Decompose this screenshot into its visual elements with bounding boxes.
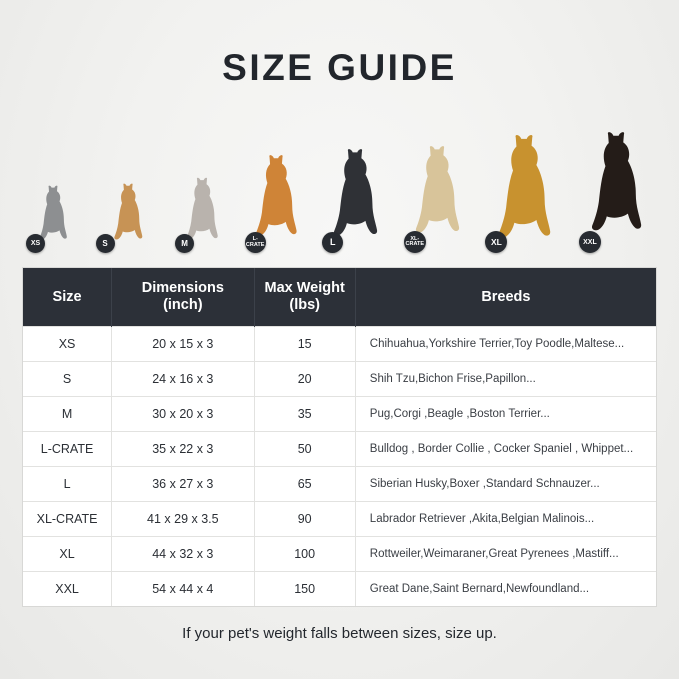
cell-size: L-CRATE [23, 432, 112, 467]
cell-max-weight: 90 [254, 502, 355, 537]
footnote-text: If your pet's weight falls between sizes, size up. [182, 625, 497, 643]
cell-size: L [23, 467, 112, 502]
cell-max-weight: 50 [254, 432, 355, 467]
animal-l [326, 144, 384, 247]
cell-breeds: Shih Tzu,Bichon Frise,Papillon... [355, 362, 656, 397]
table-body [23, 327, 656, 607]
header-dimensions-line1: Dimensions [141, 280, 224, 296]
table-row [23, 467, 656, 502]
cell-dimensions: 24 x 16 x 3 [112, 362, 254, 397]
cell-size: M [23, 397, 112, 432]
shiba-inu-silhouette [245, 150, 303, 248]
cell-dimensions: 35 x 22 x 3 [112, 432, 254, 467]
golden-retriever-silhouette [489, 132, 559, 247]
size-badge: L-CRATE [245, 232, 266, 253]
header-size-line1: Size [52, 288, 82, 305]
table-header-row [23, 268, 656, 327]
table-row [23, 432, 656, 467]
cell-breeds: Bulldog , Border Collie , Cocker Spaniel , Whippet... [355, 432, 656, 467]
size-badge: XL-CRATE [404, 231, 426, 253]
cell-dimensions: 30 x 20 x 3 [112, 397, 254, 432]
doberman-silhouette [583, 122, 649, 247]
cell-breeds: Siberian Husky,Boxer ,Standard Schnauzer... [355, 467, 656, 502]
cell-breeds: Labrador Retriever ,Akita,Belgian Malinois... [355, 502, 656, 537]
cell-dimensions: 44 x 32 x 3 [112, 537, 254, 572]
silhouette-shape [408, 138, 466, 242]
silhouette-shape [583, 122, 649, 242]
cell-breeds: Pug,Corgi ,Beagle ,Boston Terrier... [355, 397, 656, 432]
cell-dimensions: 20 x 15 x 3 [112, 327, 254, 362]
labrador-silhouette [405, 138, 466, 247]
cell-breeds: Chihuahua,Yorkshire Terrier,Toy Poodle,Maltese... [355, 327, 656, 362]
cell-size: XS [23, 327, 112, 362]
header-breeds-line1: Breeds [481, 288, 531, 305]
size-badge: S [96, 234, 115, 253]
cell-breeds: Great Dane,Saint Bernard,Newfoundland... [355, 572, 656, 607]
animal-xs [30, 184, 76, 247]
table-row [23, 537, 656, 572]
size-badge: M [175, 234, 194, 253]
cell-max-weight: 20 [254, 362, 355, 397]
cell-size: S [23, 362, 112, 397]
page-title: SIZE GUIDE [222, 47, 457, 88]
table-row [23, 362, 656, 397]
header-breeds [355, 268, 656, 327]
cell-max-weight: 15 [254, 327, 355, 362]
silhouette-shape [249, 150, 303, 242]
cell-max-weight: 100 [254, 537, 355, 572]
cell-max-weight: 35 [254, 397, 355, 432]
border-collie-silhouette [326, 144, 384, 247]
size-badge: XS [26, 234, 45, 253]
header-max-weight-line1: Max Weight [264, 280, 345, 296]
table-row [23, 572, 656, 607]
animal-xl [489, 132, 559, 247]
animal-size-row [30, 107, 649, 247]
table-row [23, 397, 656, 432]
header-dimensions [112, 268, 254, 327]
silhouette-shape [489, 132, 559, 242]
size-badge: L [322, 232, 343, 253]
table-row [23, 502, 656, 537]
cell-max-weight: 150 [254, 572, 355, 607]
cat-silhouette [30, 184, 76, 247]
animal-m [179, 176, 225, 247]
header-max-weight-line2: (lbs) [289, 297, 320, 314]
cell-dimensions: 36 x 27 x 3 [112, 467, 254, 502]
cell-breeds: Rottweiler,Weimaraner,Great Pyrenees ,Mastiff... [355, 537, 656, 572]
size-badge: XL [485, 231, 507, 253]
animal-xxl [583, 122, 649, 247]
silhouette-shape [326, 144, 384, 242]
pomeranian-silhouette [100, 182, 156, 247]
cell-size: XXL [23, 572, 112, 607]
french-bulldog-silhouette [179, 176, 225, 247]
cell-max-weight: 65 [254, 467, 355, 502]
cell-dimensions: 54 x 44 x 4 [112, 572, 254, 607]
size-chart-table [22, 267, 657, 607]
silhouette-shape [100, 182, 156, 242]
cell-size: XL-CRATE [23, 502, 112, 537]
table-row [23, 327, 656, 362]
cell-dimensions: 41 x 29 x 3.5 [112, 502, 254, 537]
animal-s [100, 182, 156, 247]
header-max-weight [254, 268, 355, 327]
header-dimensions-line2: (inch) [163, 297, 203, 314]
header-size [23, 268, 112, 327]
table-header [23, 268, 656, 327]
animal-l-crate [245, 150, 303, 248]
silhouette-shape [179, 176, 225, 242]
cell-size: XL [23, 537, 112, 572]
size-badge: XXL [579, 231, 601, 253]
animal-xl-crate [405, 138, 466, 247]
